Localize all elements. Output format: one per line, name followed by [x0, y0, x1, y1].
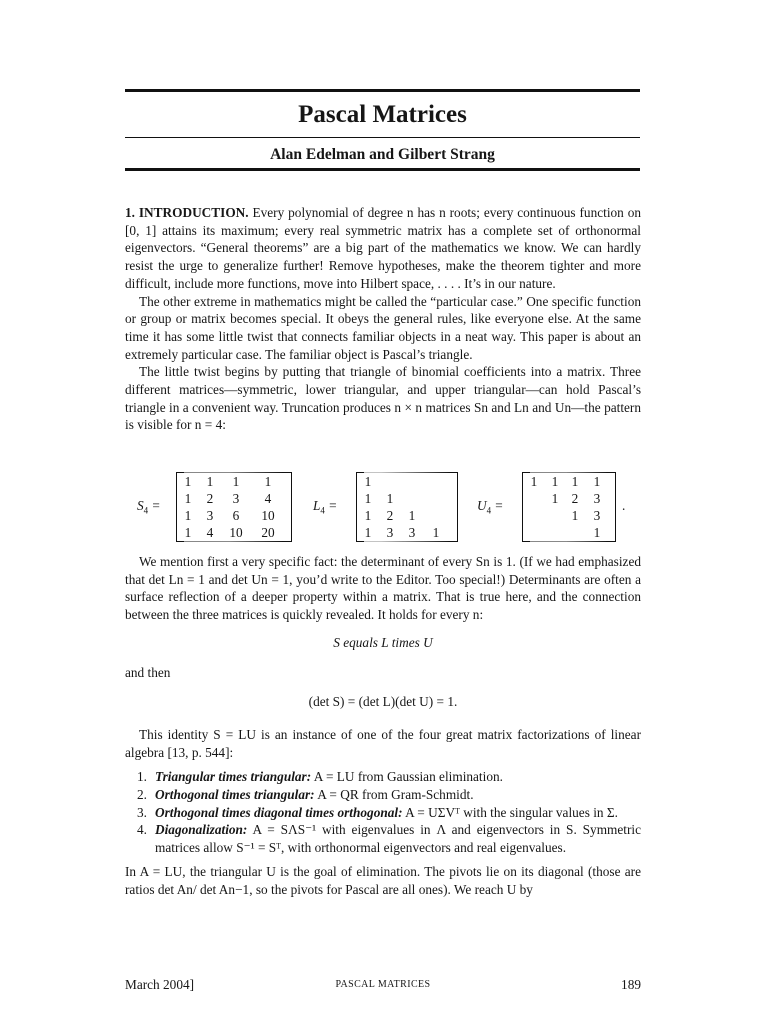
matrix-entry: 3: [232, 490, 240, 506]
matrix-entry: 1: [593, 473, 601, 489]
paragraph-1-text: Every polynomial of degree n has n roots; every continuous function on [0, 1] attains its maximum; every real symmetric matrix has a complete set of orthonormal eigenvectors. “General theorems” are a big part of the mathematics we know. We can hardly resist the urge to generalize further! Remove hypotheses, make the theorem tighter and more difficult, include more functions, move into Hilbert space, . . . . It’s in our nature.: [125, 205, 642, 291]
matrix-s: [176, 472, 292, 542]
matrix-entry: 3: [593, 507, 601, 523]
matrix-entry: 1: [364, 473, 372, 489]
section-heading: 1. INTRODUCTION.: [125, 205, 249, 220]
and-then: and then: [125, 664, 171, 680]
matrix-entry: 10: [261, 507, 275, 523]
matrix-entry: 4: [206, 524, 214, 540]
matrix-entry: [523, 524, 545, 541]
matrix-entry: [545, 524, 565, 541]
matrix-entry: 1: [232, 473, 240, 489]
paragraph-3: The little twist begins by putting that triangle of binomial coefficients into a matrix. Three different matrices—symmetric, lower triangular, and upper triangular—can hold Pascal’s triangle in a convenient way. Truncation produces n × n matrices Sn and Ln and Un—the pattern is visible for n = 4:: [125, 364, 641, 433]
page-footer: [125, 977, 641, 993]
matrix-row: [357, 507, 449, 524]
matrix-entry: [401, 490, 423, 507]
matrix-entry: [401, 473, 423, 490]
matrix-u: [522, 472, 616, 542]
matrix-row: [357, 473, 449, 490]
body-block: [125, 553, 641, 898]
matrix-entry: [523, 507, 545, 524]
equation-2: (det S) = (det L)(det U) = 1.: [308, 694, 458, 710]
footer-running-title: PASCAL MATRICES: [335, 979, 431, 990]
matrix-entry: [423, 490, 449, 507]
list-item: 2. Orthogonal times triangular: A = QR from Gram-Schmidt.: [137, 787, 474, 803]
matrix-entry: [423, 507, 449, 524]
matrix-entry: 1: [593, 524, 601, 540]
list-item: 4. Diagonalization: A = SΛS⁻¹ with eigenvalues in Λ and eigenvectors in S. Symmetric matrices allow S⁻¹ = Sᵀ, with orthonormal eigenvectors and real eigenvalues.: [137, 822, 642, 856]
matrix-entry: 1: [551, 473, 559, 489]
matrix-u-body: [523, 473, 609, 541]
matrix-entry: 1: [264, 473, 272, 489]
paragraph-1: [125, 204, 641, 293]
matrix-entry: 6: [232, 507, 240, 523]
matrix-entry: 4: [264, 490, 272, 506]
matrix-entry: [565, 524, 585, 541]
matrix-entry: 1: [571, 507, 579, 523]
matrix-entry: 3: [206, 507, 214, 523]
matrix-entry: 1: [551, 490, 559, 506]
list-item: 3. Orthogonal times diagonal times orthogonal: A = UΣVᵀ with the singular values in Σ.: [137, 804, 618, 820]
matrix-s-body: [177, 473, 285, 541]
matrix-entry: 3: [593, 490, 601, 506]
matrix-entry: 3: [408, 524, 416, 540]
matrix-row: [523, 524, 609, 541]
paragraph-5: This identity S = LU is an instance of one of the four great matrix factorizations of linear algebra [13, p. 544]:: [125, 726, 641, 760]
matrix-row: [357, 490, 449, 507]
title-rule-thin: [125, 137, 640, 138]
paragraph-2: The other extreme in mathematics might be called the “particular case.” One specific function or group or matrix becomes special. It obeys the general rules, like everyone else. At the same time it has some little twist that connects familiar objects in a neat way. This paper is about an extremely particular case. The familiar object is Pascal’s triangle.: [125, 293, 641, 362]
page-number: 189: [621, 977, 641, 992]
matrix-row: [523, 507, 609, 524]
paper-authors: Alan Edelman and Gilbert Strang: [270, 146, 495, 163]
matrix-entry: 1: [530, 473, 538, 489]
matrix-l: [356, 472, 458, 542]
matrix-entry: 1: [184, 473, 192, 489]
footer-date: March 2004]: [125, 977, 195, 992]
matrix-entry: 10: [229, 524, 243, 540]
matrix-entry: 1: [184, 490, 192, 506]
matrix-s-label: $S_4$ =: [137, 498, 161, 516]
matrix-period: .: [622, 498, 626, 513]
matrix-u-label: $U_4$ =: [477, 498, 504, 516]
matrix-row: [177, 490, 285, 507]
matrix-row: [177, 524, 285, 541]
matrix-entry: 1: [364, 490, 372, 506]
matrix-entry: 1: [184, 524, 192, 540]
matrix-entry: 2: [571, 490, 579, 506]
matrix-entry: 1: [386, 490, 394, 506]
matrix-entry: 1: [364, 524, 372, 540]
paragraph-4: We mention first a very specific fact: the determinant of every Sn is 1. (If we had emphasized that det Ln = 1 and det Un = 1, you’d write to the Editor. Too special!) Determinants are often a surface reflection of a deeper property within a matrix. That is true here, and the connection between the three matrices is quickly revealed. It holds for every n:: [125, 554, 641, 623]
matrix-entry: 1: [364, 507, 372, 523]
matrix-entry: 2: [386, 507, 394, 523]
equation-1: S equals L times U: [333, 634, 433, 650]
paper-title: Pascal Matrices: [298, 101, 467, 128]
matrix-row: [523, 490, 609, 507]
matrix-row: [523, 473, 609, 490]
matrix-l-label: $L_4$ =: [313, 498, 338, 516]
matrix-l-body: [357, 473, 449, 541]
paragraph-6: In A = LU, the triangular U is the goal of elimination. The pivots lie on its diagonal (those are ratios det An/ det An−1, so the pivots for Pascal are all ones). We reach U by: [125, 863, 641, 897]
top-rule-thick: [125, 89, 640, 92]
matrix-entry: 3: [386, 524, 394, 540]
matrix-entry: 1: [408, 507, 416, 523]
factorization-list: [125, 768, 641, 857]
matrix-row: [357, 524, 449, 541]
list-item: 1. Triangular times triangular: A = LU from Gaussian elimination.: [137, 769, 503, 785]
matrix-entry: 1: [206, 473, 214, 489]
matrix-entry: 20: [261, 524, 275, 540]
matrix-entry: [423, 473, 449, 490]
intro-block: [125, 204, 641, 434]
matrix-entry: [379, 473, 401, 490]
matrix-row: [177, 473, 285, 490]
matrix-entry: 1: [432, 524, 440, 540]
matrix-row: [177, 507, 285, 524]
matrix-entry: 1: [571, 473, 579, 489]
matrix-entry: 1: [184, 507, 192, 523]
matrix-entry: 2: [206, 490, 214, 506]
matrix-entry: [523, 490, 545, 507]
bottom-rule-thick: [125, 168, 640, 171]
matrix-entry: [545, 507, 565, 524]
